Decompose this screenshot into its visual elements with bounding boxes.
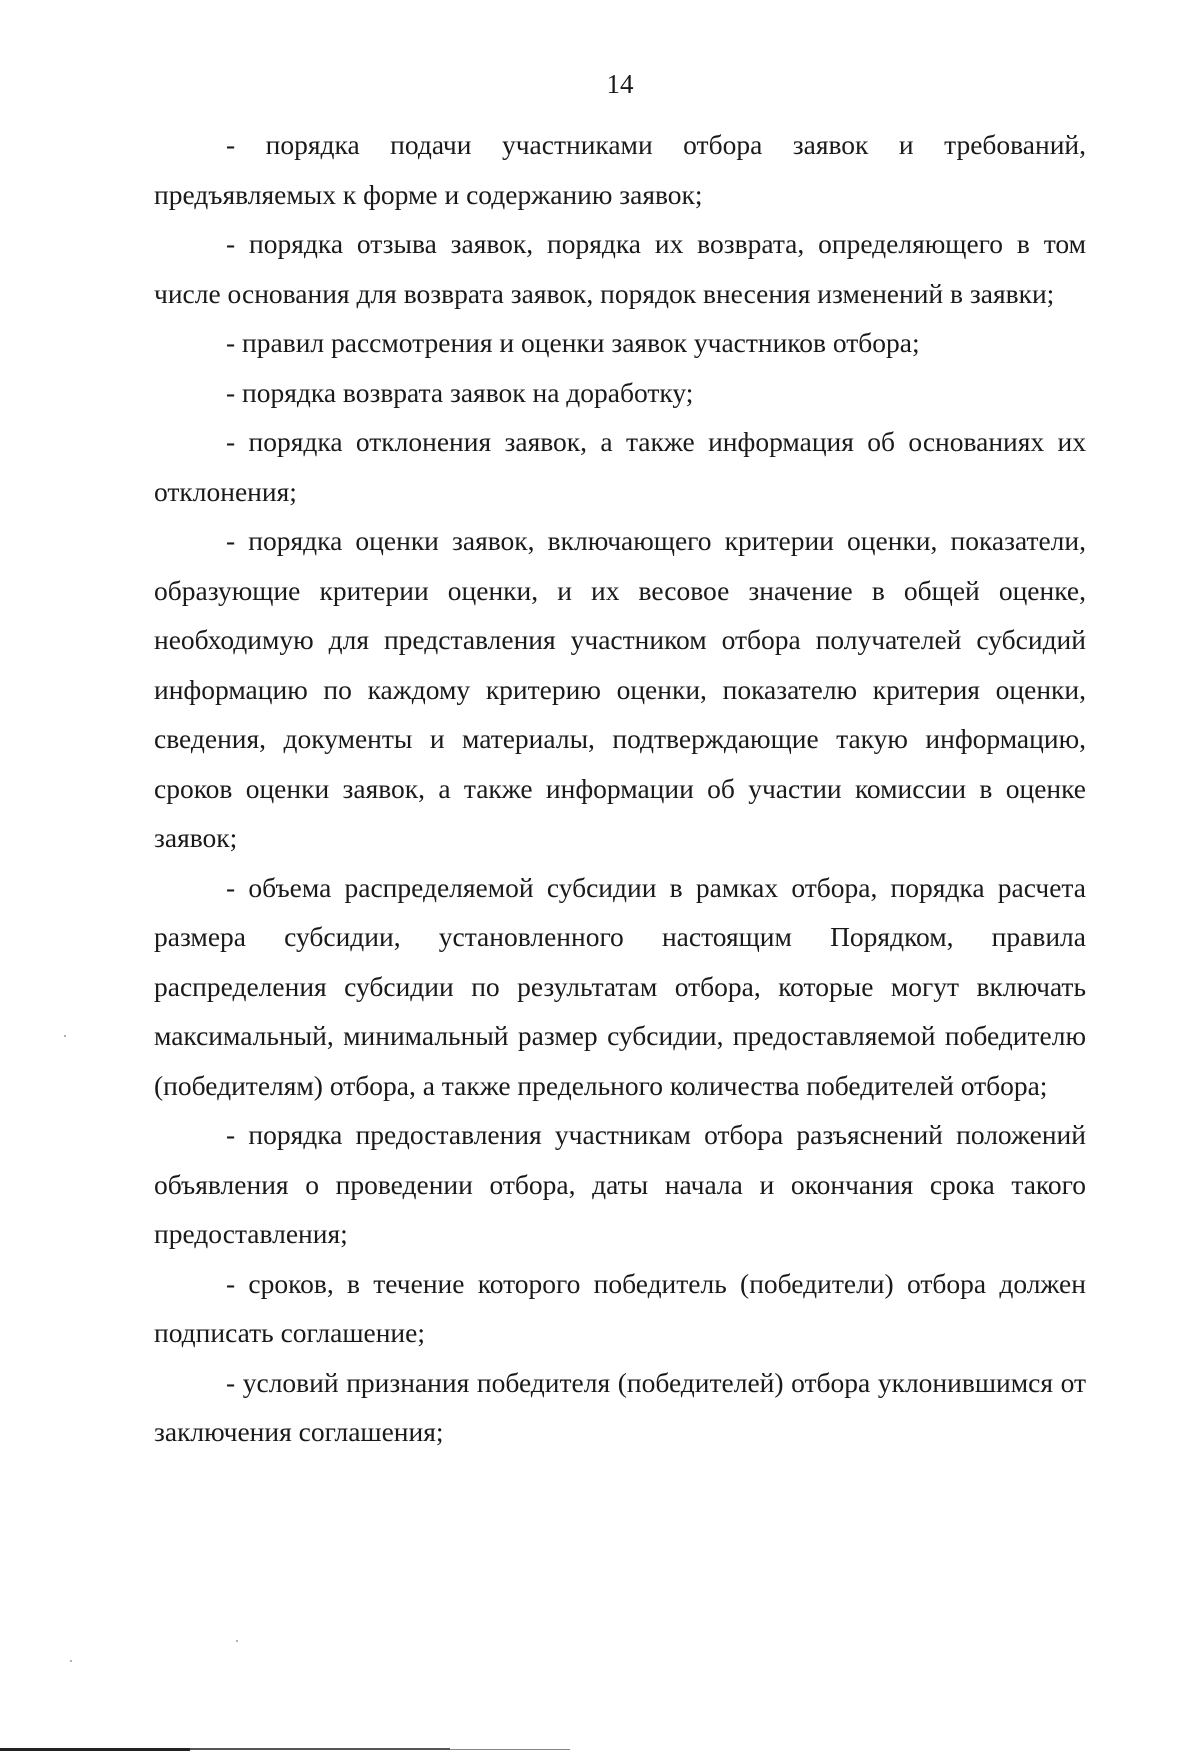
scan-edge-line	[0, 1748, 190, 1751]
scan-speck	[64, 1035, 66, 1037]
paragraph-clarifications: - порядка предоставления участникам отбора разъяснений положений объявления о проведении отбора, даты начала и окончания срока такого предоставления;	[154, 1119, 1086, 1249]
scan-edge-line	[190, 1748, 450, 1750]
paragraph-evaluation-procedure: - порядка оценки заявок, включающего критерии оценки, показатели, образующие критерии оценки, и их весовое значение в общей оценке, необходимую для представления участником отбора получателей субсидий информацию по каждому критерию оценки, показателю критерия оценки, сведения, документы и материалы, подтверждающие такую информацию, сроков оценки заявок, а также информации об участии комиссии в оценке заявок;	[154, 525, 1086, 853]
scan-speck	[236, 1640, 238, 1642]
paragraph-subsidy-volume: - объема распределяемой субсидии в рамках отбора, порядка расчета размера субсидии, установленного настоящим Порядком, правила распределения субсидии по результатам отбора, которые могут включать максимальный, минимальный размер субсидии, предоставляемой победителю (победителям) отбора, а также предельного количества победителей отбора;	[154, 871, 1086, 1101]
paragraph-evasion-conditions: - условий признания победителя (победителей) отбора уклонившимся от заключения соглашения;	[154, 1366, 1086, 1447]
document-body	[154, 120, 1086, 1457]
paragraph-review-rules: - правил рассмотрения и оценки заявок участников отбора;	[226, 327, 920, 358]
paragraph-return-for-revision: - порядка возврата заявок на доработку;	[226, 376, 694, 408]
paragraph-submission-procedure: - порядка подачи участниками отбора заявок и требований, предъявляемых к форме и содержанию заявок;	[154, 129, 1086, 210]
page-number: 14	[606, 69, 634, 99]
paragraph-withdrawal-procedure: - порядка отзыва заявок, порядка их возврата, определяющего в том числе основания для возврата заявок, порядок внесения изменений в заявки;	[154, 228, 1086, 309]
scan-speck	[70, 1660, 72, 1662]
scan-edge-line	[450, 1749, 570, 1750]
paragraph-signing-deadline: - сроков, в течение которого победитель (победители) отбора должен подписать соглашение;	[154, 1267, 1086, 1348]
paragraph-rejection-procedure: - порядка отклонения заявок, а также информация об основаниях их отклонения;	[154, 426, 1086, 507]
